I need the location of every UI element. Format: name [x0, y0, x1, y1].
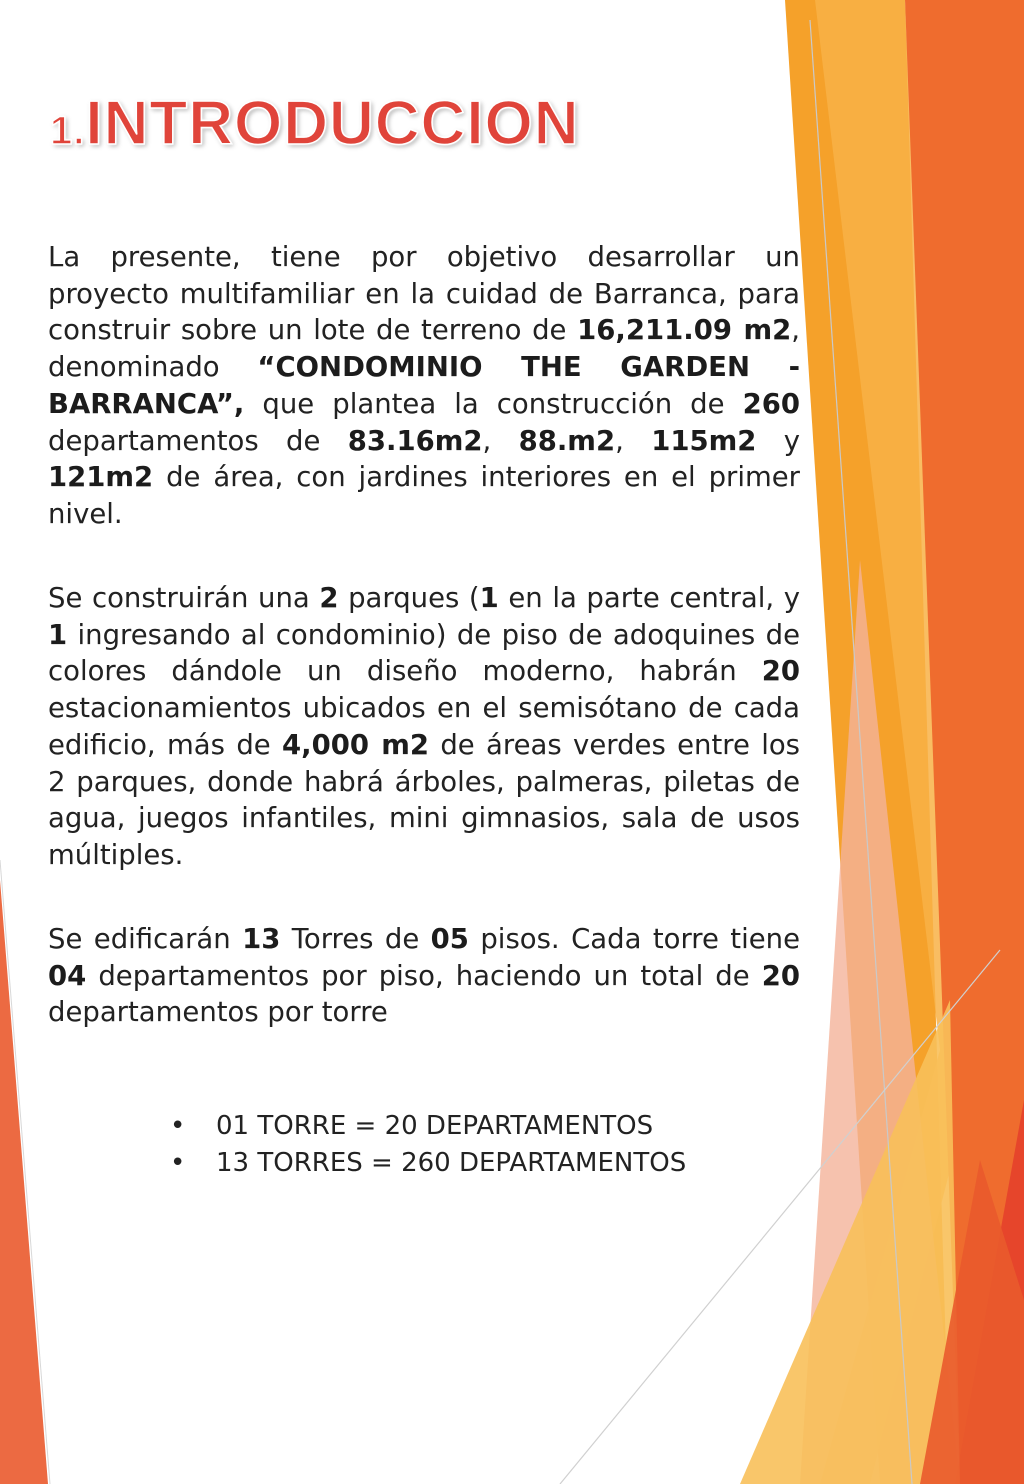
summary-list: [170, 1108, 686, 1182]
text: parques (: [338, 582, 480, 614]
text: y: [756, 424, 800, 457]
parking-count: 20: [761, 655, 800, 688]
text: departamentos de: [48, 424, 348, 457]
paragraph-towers: [48, 921, 800, 1031]
floor-count: 05: [430, 923, 469, 955]
list-item-text: 01 TORRE = 20 DEPARTAMENTOS: [216, 1111, 654, 1141]
area-option: 121m2: [48, 461, 154, 494]
text: ,: [482, 424, 519, 457]
area-option: 83.16m2: [347, 424, 483, 457]
project-name: “CONDOMINIO THE GARDEN - BARRANCA”,: [48, 351, 800, 420]
apartments-per-tower: 20: [761, 959, 800, 992]
text: de área, con jardines interiores en el primer nivel.: [48, 461, 800, 530]
text: Torres de: [280, 923, 431, 955]
park-count: 1: [48, 618, 68, 651]
list-item-text: 13 TORRES = 260 DEPARTAMENTOS: [216, 1148, 687, 1178]
apartments-per-floor: 04: [48, 959, 87, 992]
lot-area: 16,211.09 m2: [577, 314, 792, 347]
text: Se edificarán: [48, 923, 243, 955]
area-option: 88.m2: [518, 424, 616, 457]
green-area: 4,000 m2: [282, 728, 429, 761]
text: de áreas verdes entre los 2 parques, donde habrá árboles, palmeras, piletas de agua, juegos infantiles, mini gimnasios, sala de usos múltiples.: [48, 728, 801, 871]
bullet-icon: •: [170, 1111, 186, 1141]
bullet-icon: •: [170, 1148, 186, 1178]
paragraph-parks: [48, 580, 800, 874]
title-word: INTRODUCCION: [85, 89, 580, 158]
park-count: 1: [479, 582, 499, 614]
area-option: 115m2: [651, 424, 757, 457]
text: en la parte central, y: [498, 582, 800, 614]
text: que plantea la construcción de: [244, 387, 743, 420]
page-title: [50, 88, 580, 159]
text: departamentos por torre: [48, 996, 388, 1029]
text: departamentos por piso, haciendo un total de: [86, 959, 762, 992]
park-count: 2: [319, 582, 339, 614]
text: pisos. Cada torre tiene: [468, 923, 800, 955]
text: , denominado: [48, 314, 800, 384]
list-item: [170, 1145, 686, 1182]
apartment-count: 260: [742, 387, 800, 420]
text: ingresando al condominio) de piso de adoquines de colores dándole un diseño moderno, habrán: [48, 618, 800, 688]
text: La presente, tiene por objetivo desarrollar un proyecto multifamiliar en la cuidad de Barranca, para construir sobre un lote de terreno de: [48, 241, 800, 347]
list-item: [170, 1108, 686, 1145]
text: ,: [615, 424, 652, 457]
paragraph-intro: [48, 239, 800, 533]
text: estacionamientos ubicados en el semisótano de cada edificio, más de: [48, 692, 800, 761]
text: Se construirán una: [48, 582, 320, 614]
tower-count: 13: [242, 923, 281, 955]
left-stripe-orange: [0, 880, 48, 1484]
title-number: 1.: [50, 109, 86, 153]
